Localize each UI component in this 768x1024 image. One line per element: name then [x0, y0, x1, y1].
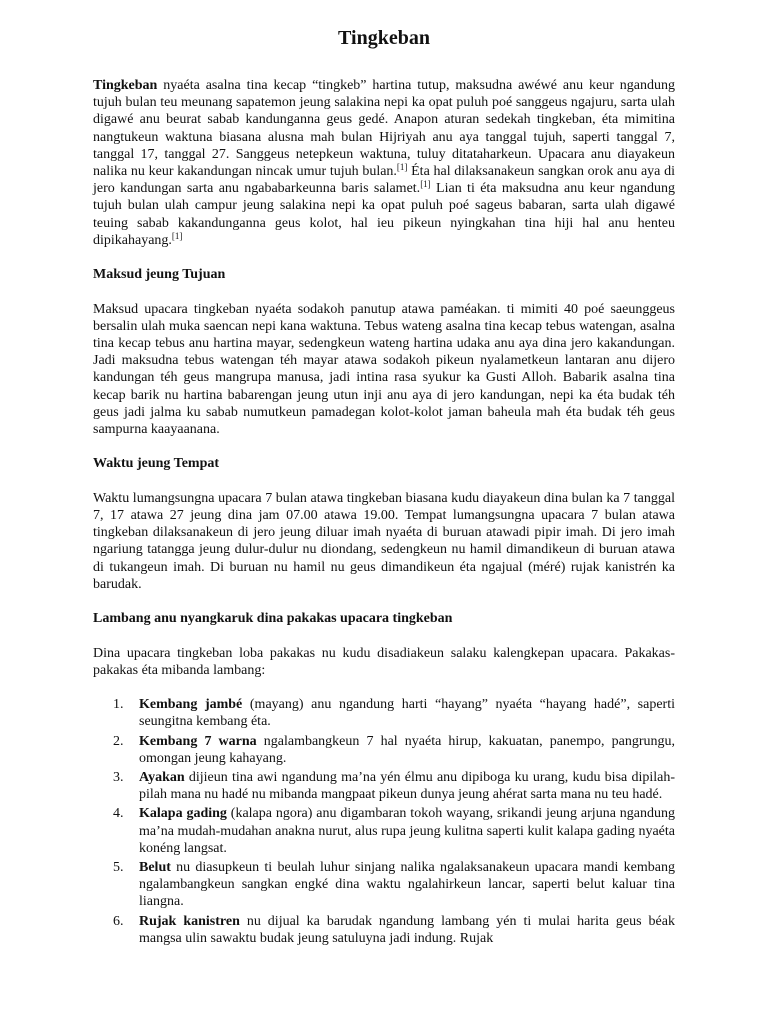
- intro-text-2: Éta hal dilaksanakeun sangkan orok anu aya di jero kandungan sarta anu ngababarkeunna baris salamet.: [93, 164, 675, 197]
- list-item-number: 6.: [113, 913, 124, 929]
- list-item-text: nu dijual ka barudak ngandung lambang yén ti mulai harita geus béak mangsa ulin sawaktu budak jeung satuluyna jadi indung. Rujak: [139, 913, 675, 946]
- intro-text-3: Lian ti éta maksudna anu keur ngandung tujuh bulan ulah campur jeung salakina nepi ka opat puluh poé sageus babaran, sarta ulah digawé teuing sabab kakandunganna geus kolot, hal ieu pikeun nyingkahan tina hiji hal anu henteu dipikahayang.: [93, 181, 675, 248]
- list-item-text: (mayang) anu ngandung harti “hayang” nyaéta “hayang hadé”, saperti seungitna kembang éta.: [139, 697, 675, 730]
- document-page: [93, 26, 675, 949]
- section-heading-maksud: Maksud jeung Tujuan: [93, 267, 226, 283]
- footnote-ref-2[interactable]: [1]: [420, 179, 431, 190]
- list-item-text: (kalapa ngora) anu digambaran tokoh wayang, srikandi jeung arjuna ngandung ma’na mudah-mudahan anakna nurut, alus rupa jeung kulitna saperti kulit kalapa gading nyaéta konéng langsat.: [139, 806, 675, 856]
- list-item-term: Kembang jambé: [139, 697, 243, 713]
- section-heading-lambang: Lambang anu nyangkaruk dina pakakas upacara tingkeban: [93, 611, 453, 627]
- list-item-text: dijieun tina awi ngandung ma’na yén élmu anu dipiboga ku urang, kudu bisa dipilah-pilah mana nu hadé nu mibanda mangpaat pikeun dunya jeung ahérat sarta mana nu teu hadé.: [139, 770, 675, 803]
- list-item-term: Rujak kanistren: [139, 913, 240, 929]
- list-item-text: nu diasupkeun ti beulah luhur sinjang nalika ngalaksanakeun upacara mandi kembang ngalambangkeun sangkan engké dina waktu ngalahirkeun lancar, saperti belut kaluar tina liangna.: [139, 860, 675, 910]
- list-item: [93, 733, 675, 767]
- footnote-ref-1[interactable]: [1]: [396, 162, 408, 173]
- list-item-number: 2.: [113, 733, 124, 749]
- list-item-term: Kalapa gading: [139, 806, 227, 822]
- symbol-list: [93, 696, 675, 947]
- intro-term: Tingkeban: [93, 78, 158, 93]
- section-body-waktu: Waktu lumangsungna upacara 7 bulan atawa tingkeban biasana kudu diayakeun dina bulan ka 7 tanggal 7, 17 atawa 27 jeung dina jam 07.00 atawa 19.00. Tempat lumangsungna upacara 7 bulan atawa tingkeban dilaksanakeun di jero jeung diluar imah nyaéta di buruan atawadi pipir imah. Di jero imah ngariung tatangga jeung dulur-dulur nu diondang, sedengkeun nu hamil dimandikeun di buruan atawa di tukangeun imah. Di buruan nu hamil nu geus dimandikeun éta ngajual (méré) rujak kanistrén ka barudak.: [93, 490, 675, 592]
- list-item-term: Belut: [139, 860, 171, 876]
- section-heading-waktu: Waktu jeung Tempat: [93, 456, 220, 472]
- list-item: [93, 805, 675, 857]
- list-item-number: 1.: [113, 697, 124, 713]
- section-body-lambang: Dina upacara tingkeban loba pakakas nu kudu disadiakeun salaku kalengkepan upacara. Pakakas-pakakas éta mibanda lambang:: [93, 645, 675, 678]
- page-title: Tingkeban: [338, 27, 430, 49]
- list-item-term: Ayakan: [139, 770, 185, 786]
- intro-paragraph: [93, 77, 675, 249]
- list-item-text: ngalambangkeun 7 hal nyaéta hirup, kakuatan, panempo, pangrungu, omongan jeung kahayang.: [139, 733, 676, 766]
- intro-text-1: nyaéta asalna tina kecap “tingkeb” hartina tutup, maksudna awéwé anu keur ngandung tujuh bulan teu meunang sapatemon jeung salakina nepi ka opat puluh poé sanggeus ngajuru, sarta ulah digawé anu beurat sabab kandunganna geus gedé. Anapon aturan sedekah tingkeban, éta mimitina nangtukeun waktuna biasana alusna mah bulan Hijriyah anu aya tanggal tujuh, saperti tanggal 7, tanggal 17, tanggal 27. Sanggeus netepkeun waktuna, tuluy ditataharkeun. Upacara anu diayakeun nalika nu keur kakandungan nincak umur tujuh bulan.: [93, 78, 675, 180]
- list-item-term: Kembang 7 warna: [139, 733, 257, 749]
- list-item: [93, 696, 675, 730]
- list-item-number: 3.: [113, 770, 124, 786]
- list-item: [93, 913, 675, 947]
- section-body-maksud: Maksud upacara tingkeban nyaéta sodakoh panutup atawa paméakan. ti mimiti 40 poé saeunggeus bersalin ulah muka saencan nepi kana waktuna. Tebus wateng asalna tina kecap tebus watengan, asalna tina kecap tebus anu hartina mayar, sedengkeun wateng hartina udaka anu aya dina jero kakandungan. Jadi maksudna tebus watengan téh mayar atawa sodakoh pikeun nyalametkeun lantaran anu dijero kandungan téh geus mangrupa manusa, jadi intina rasa syukur ka Gusti Alloh. Babarik asalna tina kecap barik nu hartina babarengan jeung utun inji anu aya di jero kandungan, nepi ka éta budak téh geus jadi jalma ku sabab numutkeun pamadegan kolot-kolot jaman baheula mah éta budak téh geus sampurna kaayaanana.: [93, 301, 675, 438]
- list-item: [93, 859, 675, 911]
- list-item-number: 4.: [113, 806, 124, 822]
- footnote-ref-3[interactable]: [1]: [171, 230, 183, 241]
- list-item-number: 5.: [113, 860, 124, 876]
- list-item: [93, 769, 675, 803]
